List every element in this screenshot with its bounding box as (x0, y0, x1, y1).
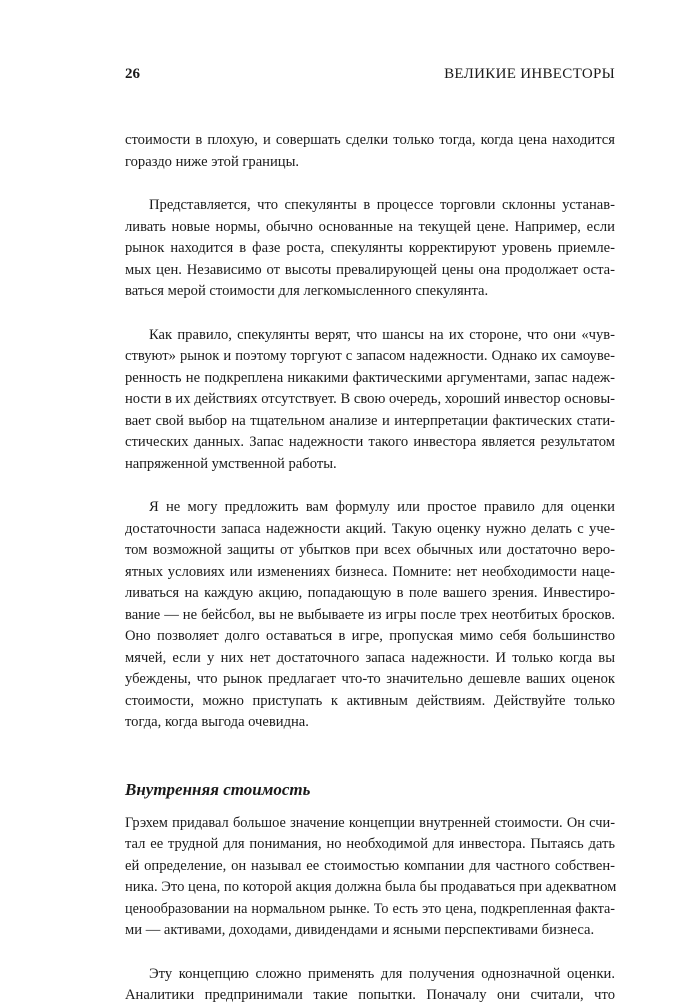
text-line: Эту концепцию сложно применять для получения однозначной оценки. (149, 965, 615, 982)
text-line: достаточности запаса надежности акций. Такую оценку нужно делать с уче- (125, 520, 615, 537)
text-line: стоимости, можно приступать к активным действиям. Действуйте только (125, 692, 615, 709)
paragraph-2 (125, 195, 615, 303)
text-line: рынок находится в фазе роста, спекулянты корректируют уровень приемле- (125, 240, 615, 256)
text-line: вает свой выбор на тщательном анализе и интерпретации фактических стати- (125, 412, 615, 429)
text-line: гораздо ниже этой границы. (125, 153, 300, 170)
text-line: мячей, если у них нет достаточного запаса надежности. И только когда вы (125, 649, 615, 666)
paragraph-1 (125, 130, 615, 173)
running-title: ВЕЛИКИЕ ИНВЕСТОРЫ (444, 66, 615, 82)
text-line: ности в их действиях отсутствует. В свою очередь, хороший инвестор основы- (125, 391, 615, 407)
text-line: убеждены, что рынок предлагает что-то значительно дешевле ваших оценок (125, 671, 615, 687)
page-header (125, 66, 615, 86)
text-line: ей определение, он называл ее стоимостью компании для частного собствен- (125, 857, 615, 874)
text-line: том возможной защиты от убытков при всех обычных или достаточно веро- (125, 542, 615, 558)
text-line: Представляется, что спекулянты в процессе торговли склонны устанав- (149, 197, 615, 213)
paragraph-3 (125, 325, 615, 476)
text-line: Аналитики предпринимали такие попытки. Поначалу они считали, что (125, 987, 615, 1003)
text-line: Как правило, спекулянты верят, что шансы на их стороне, что они «чув- (149, 326, 615, 343)
text-line: ренность не подкреплена никакими фактическими аргументами, запас надеж- (125, 369, 615, 386)
section-heading: Внутренняя стоимость (125, 779, 311, 799)
text-line: ствуют» рынок и поэтому торгуют с запасом надежности. Однако их самоуве- (125, 348, 615, 364)
paragraph-4 (125, 497, 615, 734)
text-line: ми — активами, доходами, дивидендами и ясными перспективами бизнеса. (125, 922, 595, 938)
text-line: Грэхем придавал большое значение концепции внутренней стоимости. Он счи- (125, 814, 615, 831)
page-number: 26 (125, 66, 140, 82)
text-line: тогда, когда выгода очевидна. (125, 714, 309, 730)
text-line: Оно позволяет долго оставаться в игре, пропуская мимо себя большинство (125, 628, 615, 644)
paragraph-5 (125, 813, 615, 942)
text-line: стических данных. Запас надежности такого инвестора является результатом (125, 434, 615, 450)
text-line: Я не могу предложить вам формулу или простое правило для оценки (149, 499, 615, 515)
paragraph-6 (125, 964, 615, 1007)
body-text (125, 130, 615, 1007)
text-line: мых цен. Независимо от высоты превалирующей цены она продолжает оста- (125, 261, 615, 278)
text-line: вание — не бейсбол, вы не выбываете из игры после трех неотбитых бросков. (125, 606, 615, 623)
text-line: ценообразовании на нормальном рынке. То есть это цена, подкрепленная факта- (125, 900, 615, 917)
text-line: напряженной умственной работы. (125, 455, 337, 472)
text-line: стоимости в плохую, и совершать сделки только тогда, когда цена находится (125, 132, 615, 148)
text-line: ливать новые нормы, обычно основанные на текущей цене. Например, если (125, 218, 615, 235)
text-line: ваться мерой стоимости для легкомысленного спекулянта. (125, 283, 489, 299)
text-line: ливаться на каждую акцию, попадающую в поле вашего зрения. Инвестиро- (125, 585, 615, 601)
text-line: тал ее трудной для понимания, но необходимой для инвестора. Пытаясь дать (125, 836, 615, 852)
text-line: ятных условиях или изменениях бизнеса. Помните: нет необходимости наце- (125, 563, 615, 580)
text-line: ника. Это цена, по которой акция должна была бы продаваться при адекватном (125, 879, 617, 895)
